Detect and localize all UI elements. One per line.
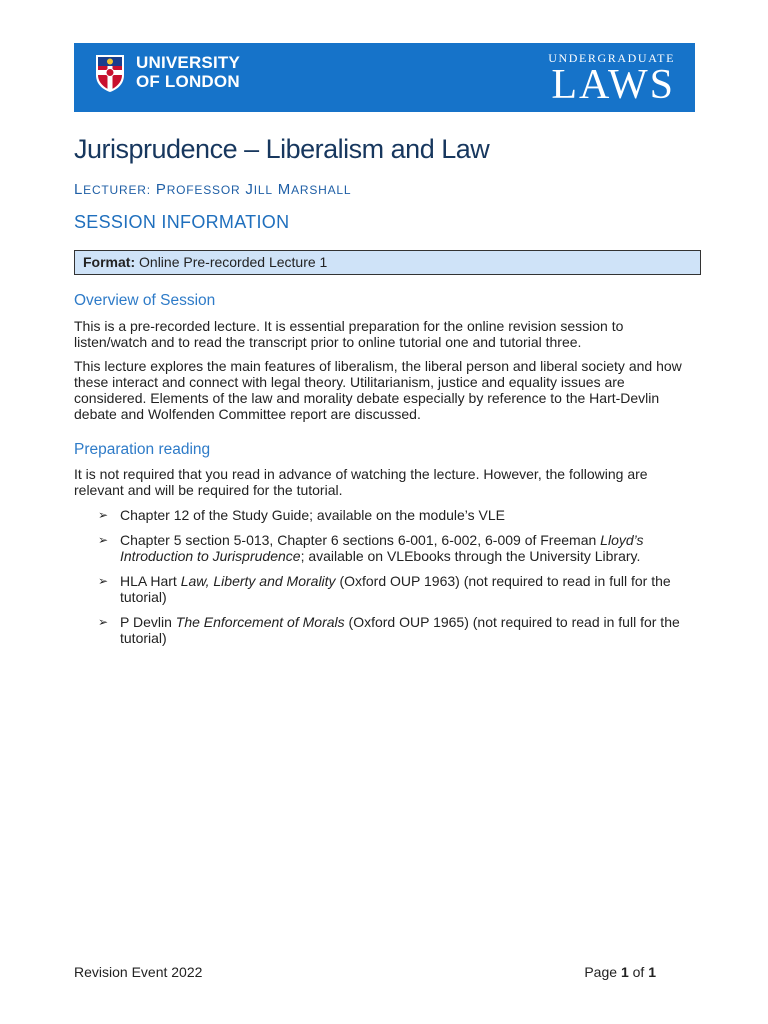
overview-paragraph-2: This lecture explores the main features of liberalism, the liberal person and liberal society and how these interact and connect with legal theory. Utilitarianism, justice and equality issues are considered. Elements of the law and morality debate especially by reference to the Hart-Devlin debate and Wolfenden Committee report are discussed. — [74, 358, 682, 422]
name-rest-1: ROFESSOR — [166, 183, 241, 197]
reading-item-4-pre: P Devlin — [120, 614, 176, 630]
reading-item-2-post: ; available on VLEbooks through the University Library. — [300, 548, 641, 564]
lecturer-line — [74, 181, 351, 198]
page-of: of — [632, 964, 645, 980]
reading-item-4-post: (Oxford OUP 1965) (not required to read in full for the tutorial) — [120, 614, 680, 646]
name-rest-2: ILL — [253, 183, 273, 197]
reading-list — [98, 507, 698, 655]
university-crest-icon — [94, 53, 126, 93]
list-item — [98, 507, 698, 523]
name-cap-3: M — [277, 181, 292, 198]
preparation-intro: It is not required that you read in advance of watching the lecture. However, the following are relevant and will be required for the tutorial. — [74, 466, 648, 498]
reading-item-3-post: (Oxford OUP 1963) (not required to read in full for the tutorial) — [120, 573, 671, 605]
reading-item-2-title: Lloyd’s Introduction to Jurisprudence — [120, 532, 644, 564]
page-word: Page — [584, 964, 618, 980]
reading-item-3-title: Law, Liberty and Morality — [180, 573, 336, 589]
name-cap-2: J — [245, 181, 254, 198]
footer-event-label: Revision Event 2022 — [74, 964, 203, 980]
university-line-1: UNIVERSITY — [136, 53, 241, 72]
arrow-bullet-icon: ➢ — [98, 508, 109, 522]
reading-item-1: Chapter 12 of the Study Guide; available on the module’s VLE — [120, 507, 505, 523]
lecturer-rest: ECTURER: — [83, 183, 151, 197]
page-current: 1 — [620, 964, 629, 980]
lecturer-cap: L — [74, 181, 84, 198]
reading-item-3-pre: HLA Hart — [120, 573, 181, 589]
overview-heading: Overview of Session — [74, 292, 216, 309]
format-box — [74, 250, 701, 275]
page-title: Jurisprudence – Liberalism and Law — [74, 134, 490, 164]
list-item — [98, 532, 698, 564]
arrow-bullet-icon: ➢ — [98, 615, 109, 629]
format-value: Online Pre-recorded Lecture 1 — [139, 254, 328, 270]
header-banner — [74, 43, 695, 112]
list-item — [98, 614, 698, 646]
overview-paragraph-1: This is a pre-recorded lecture. It is essential preparation for the online revision session to listen/watch and to read the transcript prior to online tutorial one and tutorial three. — [74, 318, 624, 350]
page-total: 1 — [648, 964, 656, 980]
footer-page-number — [584, 964, 656, 980]
university-line-2: OF LONDON — [136, 72, 240, 91]
arrow-bullet-icon: ➢ — [98, 533, 109, 547]
reading-item-4-title: The Enforcement of Morals — [175, 614, 345, 630]
format-label: Format: — [83, 254, 136, 270]
name-cap-1: P — [155, 181, 167, 198]
preparation-reading-heading: Preparation reading — [74, 441, 211, 458]
university-logo-text — [136, 53, 240, 91]
list-item — [98, 573, 698, 605]
laws-label: LAWS — [551, 62, 675, 108]
reading-item-2-pre: Chapter 5 section 5-013, Chapter 6 sections 6-001, 6-002, 6-009 of Freeman — [120, 532, 601, 548]
name-rest-3: ARSHALL — [291, 183, 352, 197]
session-information-heading: SESSION INFORMATION — [74, 212, 290, 232]
undergraduate-label: UNDERGRADUATE — [548, 51, 675, 65]
undergraduate-laws-logo — [548, 51, 675, 108]
arrow-bullet-icon: ➢ — [98, 574, 109, 588]
